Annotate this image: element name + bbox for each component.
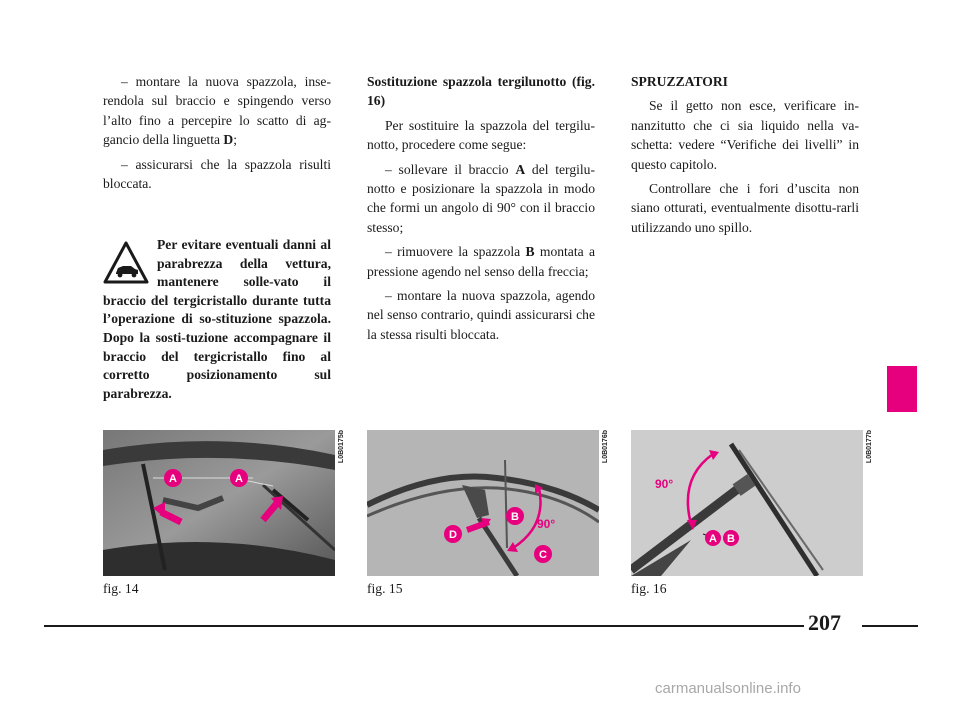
- wiper-blade-removal-drawing: [367, 430, 599, 576]
- section-heading: Sostituzione spazzola tergilunotto (fig. 16): [367, 74, 595, 109]
- figure-code: L0B0175b: [338, 430, 345, 464]
- label-d: D: [449, 529, 457, 541]
- ref-letter: D: [223, 132, 234, 148]
- label-a: A: [235, 473, 243, 485]
- figure-16-illustration: [631, 430, 863, 576]
- watermark: carmanualsonline.info: [655, 680, 801, 697]
- figure-15-illustration: [367, 430, 599, 576]
- figure-caption: fig. 16: [631, 581, 667, 596]
- paragraph: – sollevare il braccio A del tergilu-notto e posizionare la spazzola in modo che formi un angolo di 90° con il braccio stesso;: [367, 161, 596, 235]
- paragraph: – montare la nuova spazzola, agendo nel senso contrario, quindi assicurarsi che la stessa risulti bloccata.: [367, 288, 595, 342]
- figure-ref: fig. 16: [367, 74, 595, 109]
- angle-label: 90°: [655, 477, 674, 491]
- footer-rule: [862, 625, 918, 627]
- label-a: A: [169, 473, 177, 485]
- figure-caption: fig. 14: [103, 581, 139, 596]
- page-number: 207: [808, 610, 841, 635]
- label-c: C: [539, 549, 547, 561]
- figure-code: L0B0177b: [866, 430, 873, 464]
- column-1: [103, 72, 331, 198]
- ref-letter: B: [525, 244, 535, 260]
- paragraph: Per sostituire la spazzola del tergilu-notto, procedere come segue:: [367, 117, 595, 153]
- label-a: A: [709, 533, 717, 545]
- column-3: [631, 72, 859, 242]
- paragraph: – rimuovere la spazzola B montata a pressione agendo nel senso della freccia;: [367, 244, 595, 279]
- paragraph: – assicurarsi che la spazzola risulti bloccata.: [103, 156, 331, 192]
- footer-rule: [44, 625, 804, 627]
- angle-label: 90°: [537, 517, 556, 531]
- figure-14-illustration: [103, 430, 335, 576]
- warning-text: Per evitare eventuali danni al parabrezza della vettura, mantenere solle-vato il braccio del tergicristallo durante tutta l’operazione di so-stituzione spazzola. Dopo la sosti-tuzione accompagnare il braccio del tergicristallo fino al corretto posizionamento sul parabrezza.: [103, 237, 331, 401]
- ref-letter: A: [515, 161, 526, 177]
- windscreen-wiper-drawing: [103, 430, 335, 576]
- paragraph: – montare la nuova spazzola, inse-rendola sul braccio e spingendo verso l’alto fino a percepire lo scatto di ag-gancio della linguetta D;: [103, 74, 331, 148]
- rear-wiper-drawing: [631, 430, 863, 576]
- section-heading: SPRUZZATORI: [631, 74, 728, 89]
- label-b: B: [511, 511, 519, 523]
- figure-code: L0B0176b: [602, 430, 609, 464]
- section-tab-marker: [887, 366, 917, 412]
- paragraph: Controllare che i fori d’uscita non siano otturati, eventualmente disottu-rarli utilizzando uno spillo.: [631, 181, 859, 235]
- paragraph: Se il getto non esce, verificare in-nanzitutto che ci sia liquido nella va-schetta: vedere “Verifiche dei livelli” in questo capitolo.: [631, 98, 859, 172]
- figure-caption: fig. 15: [367, 581, 403, 596]
- warning-triangle-car-icon: [103, 240, 149, 286]
- warning-block: [103, 236, 331, 403]
- label-b: B: [727, 533, 735, 545]
- column-2: [367, 72, 595, 349]
